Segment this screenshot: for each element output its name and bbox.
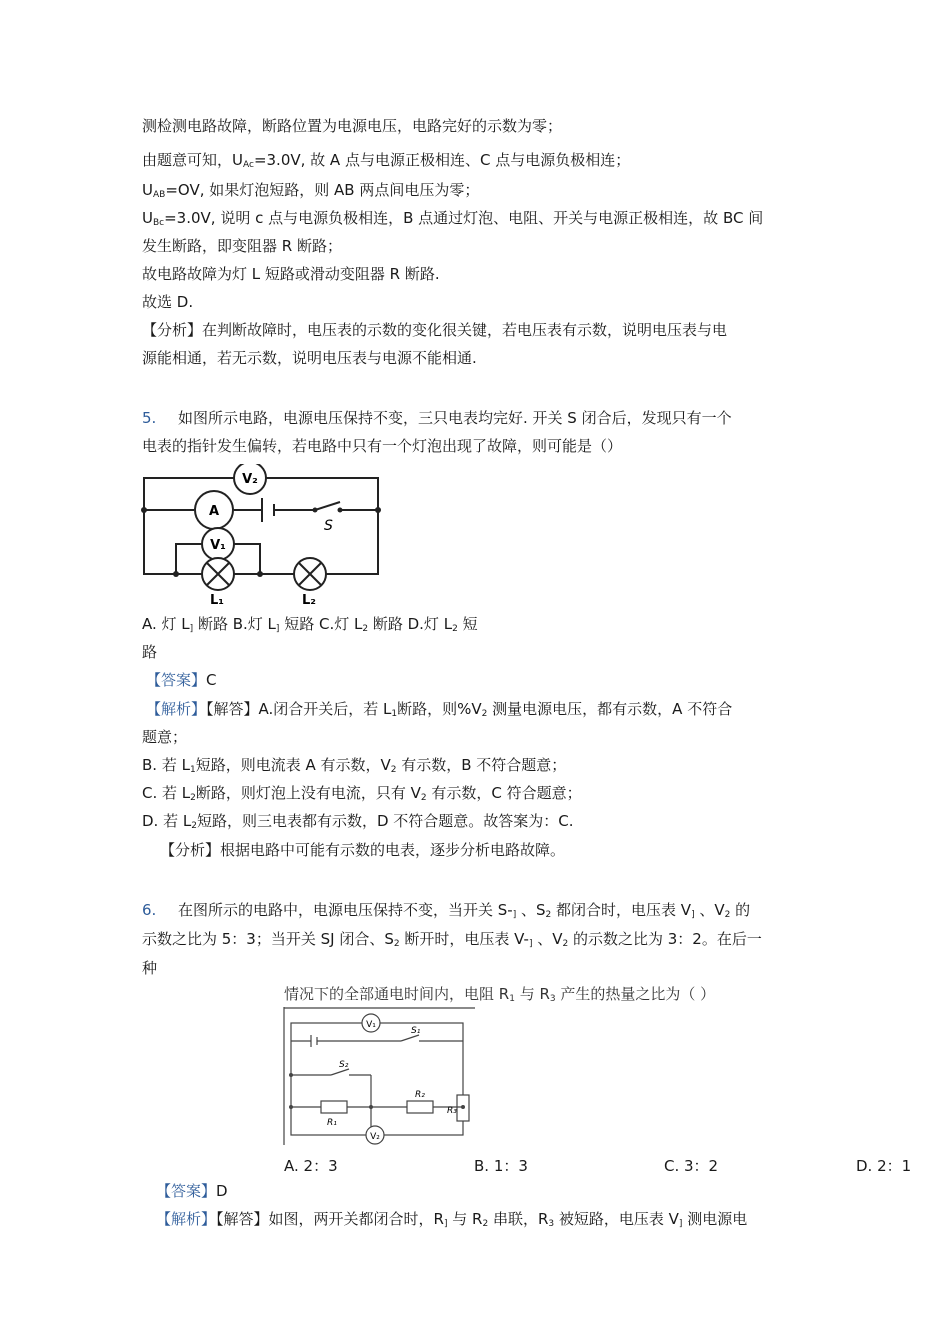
text-line: 源能相通，若无示数，说明电压表与电源不能相通. — [142, 349, 477, 367]
question-text: 示数之比为 5：3；当开关 SJ 闭合、$S_2$ 断开时，电压表 $V-_]$ 、$V_2$ 的示数之比为 3：2。在后一 — [142, 930, 762, 949]
option-b: B. 1：3 — [474, 1157, 528, 1175]
question-text: 电表的指针发生偏转，若电路中只有一个灯泡出现了故障，则可能是（） — [142, 437, 623, 455]
text-line: 故选 D. — [142, 293, 194, 311]
option-d: D. 2：1 — [856, 1157, 912, 1175]
answer-line: 【答案】D — [156, 1182, 228, 1200]
text-line: 【分析】在判断故障时，电压表的示数的变化很关键，若电压表有示数，说明电压表与电 — [142, 321, 728, 339]
circuit-diagram-q5 — [140, 464, 385, 609]
question-text-image: 情况下的全部通电时间内，电阻 $R_1$ 与 $R_3$ 产生的热量之比为（ ） — [284, 985, 716, 1004]
option-c: C. 3：2 — [664, 1157, 719, 1175]
options-line: A. 灯 $L_]$ 断路 B.灯 $L_]$ 短路 C.灯 $L_2$ 断路 D.灯 $L_2$ 短 — [142, 615, 478, 634]
circuit-diagram-q6 — [283, 1007, 478, 1147]
text-line: $U_{Bc}=3.0V$, 说明 c 点与电源负极相连，B 点通过灯泡、电阻、开关与电源正极相连，故 BC 间 — [142, 209, 764, 228]
v1-meter-label: V₁ — [210, 538, 226, 553]
question-number: 6. — [142, 901, 157, 919]
text-line: 发生断路，即变阻器 R 断路； — [142, 237, 342, 255]
question-text: 种 — [142, 959, 158, 977]
analysis-line: D. 若 $L_2$短路，则三电表都有示数，D 不符合题意。故答案为：C. — [142, 812, 574, 831]
question-text: 如图所示电路，电源电压保持不变，三只电表均完好. 开关 S 闭合后，发现只有一个 — [178, 409, 732, 427]
text-line: $U_{AB}=OV$, 如果灯泡短路，则 AB 两点间电压为零； — [142, 181, 480, 200]
text-line: 由题意可知，$U_{Ac}=3.0V$, 故 A 点与电源正极相连、C 点与电源负极相连； — [142, 151, 631, 170]
analysis-line: 【解析】【解答】A.闭合开关后，若 $L_1$断路，则$\%V_2$ 测量电源电压，都有示数，A 不符合 — [146, 700, 733, 719]
v2-meter-label: V₂ — [370, 1132, 380, 1142]
answer-line: 【答案】C — [146, 671, 217, 689]
analysis-line: C. 若 $L_2$断路，则灯泡上没有电流，只有 $V_2$ 有示数，C 符合题意； — [142, 784, 582, 803]
options-line: 路 — [142, 643, 158, 661]
question-text: 在图所示的电路中，电源电压保持不变，当开关 $S-_]$ 、$S_2$ 都闭合时，电压表 $V_]$ 、$V_2$ 的 — [178, 901, 751, 920]
analysis-line: 【解析】【解答】如图，两开关都闭合时，$R_]$ 与 $R_2$ 串联，$R_3$ 被短路，电压表 $V_]$ 测电源电 — [156, 1210, 748, 1229]
text-line: 故电路故障为灯 L 短路或滑动变阻器 R 断路. — [142, 265, 440, 283]
resistor-r2-label: R₂ — [415, 1090, 425, 1100]
text-line: 测检测电路故障，断路位置为电源电压，电路完好的示数为零； — [142, 117, 563, 135]
switch-label: S — [324, 518, 333, 534]
resistor-r3-label: R₃ — [447, 1106, 457, 1116]
question-number: 5. — [142, 409, 157, 427]
switch-s1-label: S₁ — [411, 1026, 421, 1036]
analysis-line: 题意； — [142, 728, 188, 746]
ammeter-label: A — [208, 504, 220, 519]
option-a: A. 2：3 — [284, 1157, 338, 1175]
switch-s2-label: S₂ — [339, 1060, 349, 1070]
v1-meter-label: V₁ — [366, 1020, 376, 1030]
analysis-line: B. 若 $L_1$短路，则电流表 A 有示数，$V_2$ 有示数，B 不符合题意； — [142, 756, 567, 775]
v2-meter-label: V₂ — [242, 472, 258, 487]
lamp-l1-label: L₁ — [210, 593, 224, 608]
analysis-summary: 【分析】根据电路中可能有示数的电表，逐步分析电路故障。 — [160, 841, 566, 859]
lamp-l2-label: L₂ — [302, 593, 316, 608]
resistor-r1-label: R₁ — [327, 1118, 337, 1128]
